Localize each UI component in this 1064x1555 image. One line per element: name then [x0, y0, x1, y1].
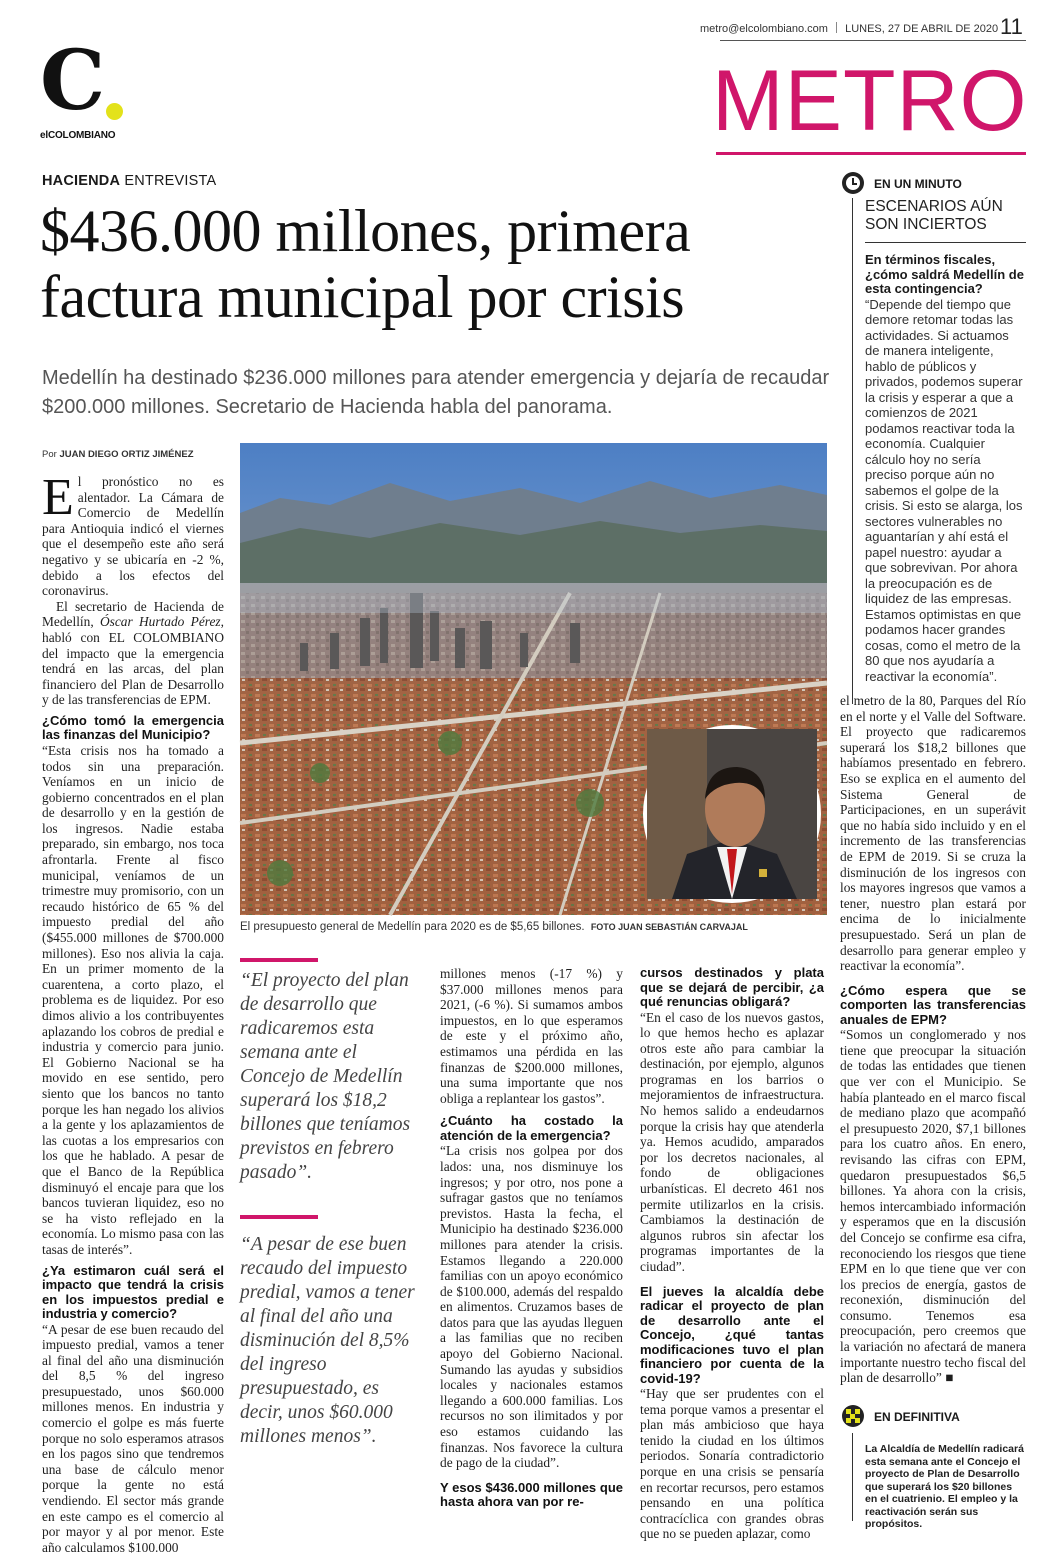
question-4-continued: cursos destinados y plata que se dejará de percibir, ¿a qué renuncias obligará? [640, 966, 824, 1010]
logo [40, 46, 150, 146]
sidebar-answer: “Depende del tiempo que demore retomar todas las actividades. Si actuamos de manera inteligente, hablo de públicos y privados, podemos superar la crisis y esperar a que a comienzos de 2021 podamos reactivar toda la economía. Cualquier cálculo hoy no sería preciso porque aún no sabemos el golpe de la crisis. Si esto se alarga, los sectores vulnerables no aguantarían y ahí está el papel nuestro: ayudar a que sobrevivan. Por ahora la preocupación es de liquidez de las empresas. Estamos optimistas en que podamos hacer grandes cosas, como el metro de la 80 que nos ayudaría a reactivar la economía”. [865, 297, 1026, 685]
official-portrait-image [647, 729, 817, 899]
question-1: ¿Cómo tomó la emergencia las finanzas del Municipio? [42, 714, 224, 743]
answer-5: “Hay que ser prudentes con el tema porque vamos a presentar el plan más ambicioso que haya tenido la ciudad en los últimos periodos. Sonaría contradictorio porque en una crisis se pensaría en recortar recursos, pero estamos pensando en una política contracíclica con grandes obras que no se pueden aplazar, como [640, 1386, 824, 1542]
question-5: El jueves la alcaldía debe radicar el proyecto de plan de desarrollo ante el Concejo, ¿qué tantas modificaciones tuvo el plan financiero por cuenta de la covid-19? [640, 1285, 824, 1387]
question-3: ¿Cuánto ha costado la atención de la emergencia? [440, 1114, 623, 1143]
quote-divider [240, 1215, 318, 1219]
intro-text-b: , habló con EL COLOMBIANO del impacto que la emergencia tendrá en las arcas, del plan financiero del Plan de Desarrollo y de las transferencias de EPM. [42, 614, 224, 707]
answer-2: “A pesar de ese buen recaudo del impuesto predial, vamos a tener al final del año una disminución del 8,5 % del ingreso presupuestado, unos $60.000 millones menos. En industria y comercio el golpe es más fuerte porque no solo esperamos atrasos en los pagos sino que tendremos una base de cálculo menor porque la gente no está vendiendo. El sector más grande en este campo es el comercio al por mayor y al por menor. Este año calculamos $100.000 [42, 1322, 224, 1555]
definitiva-text: La Alcaldía de Medellín radicará esta semana ante el Concejo el proyecto de Plan de Desarrollo que superará los $20 billones en el cuatrienio. El empleo y la reactivación serán sus propósitos. [865, 1443, 1026, 1531]
answer-3: “La crisis nos golpea por dos lados: una, nos disminuye los ingresos; y por otro, nos pone a sufragar gastos que no teníamos previstos. Hasta la fecha, el Municipio ha destinado $236.000 millones para atender la crisis. Estamos llegando a 220.000 familias con un apoyo económico de $100.000, además del respaldo en alimentos. Cruzamos bases de datos para que las ayudas lleguen a las familias que no reciben apoyo del Gobierno Nacional. Sumando las ayudas y subsidios locales y nacionales estamos llegando a 600.000 familias. Los recursos no son ilimitados y por eso estamos cuidando las finanzas. Nos favorece la cultura de pago de la ciudad”. [440, 1143, 623, 1470]
column-4 [640, 966, 824, 1546]
definitiva-label: EN DEFINITIVA [874, 1410, 960, 1424]
answer-4: “En el caso de los nuevos gastos, lo que hemos hecho es aplazar otros este año para cambiar la destinación, por ejemplo, algunos programas en los barrios o mejoramientos de infraestructura. No hemos salido a endeudarnos porque la crisis hay que atenderla ya. Hemos acudido, amparados por los decretos nacionales, al fondo de obligaciones urbanísticas. El decreto 461 nos permite utilizarlos en la crisis. Cambiamos la destinación de algunos rubros sin afectar los programas importantes de la ciudad”. [640, 1010, 824, 1275]
answer-6 [840, 1027, 1026, 1386]
question-4: Y esos $436.000 millones que hasta ahora van por re- [440, 1481, 623, 1510]
byline-prefix: Por [42, 449, 57, 460]
question-2: ¿Ya estimaron cuál será el impacto que tendrá la crisis en los impuestos predial e industria y comercio? [42, 1264, 224, 1322]
logo-brand: elCOLOMBIANO [40, 130, 115, 141]
intro-paragraph [42, 599, 224, 708]
definitiva-box [840, 1405, 1026, 1531]
quote-top-bar [240, 958, 318, 962]
page-title: $436.000 millones, primera factura municipal por crisis [40, 198, 820, 330]
logo-letter: C [40, 36, 105, 126]
section-rule [716, 152, 1026, 155]
official-name: Óscar Hurtado Pérez [100, 614, 221, 629]
photo-caption [240, 921, 830, 933]
definitiva-icon [842, 1405, 864, 1427]
kicker [42, 173, 216, 189]
lead-paragraph [42, 474, 224, 599]
sidebar-question: En términos fiscales, ¿cómo saldrá Medellín de esta contingencia? [865, 253, 1026, 297]
pull-quote-2: “A pesar de ese buen recaudo del impuesto predial, vamos a tener al final del año una disminución del 8,5% del ingreso presupuestado, es decir, unos $60.000 millones menos”. [240, 1233, 426, 1449]
answer-1: “Esta crisis nos ha tomado a todos sin una preparación. Veníamos en un inicio de gobierno concentrados en el plan de desarrollo y en la gestión de los ingresos. Nadie estaba preparado, sin embargo, nos toca afrontarla. Frente al fisco municipal, veníamos de un trimestre muy promisorio, con un recaudo histórico de 65 % del impuesto predial del año ($455.000 millones de $700.000 millones). Eso nos alivia la caja. En un primer momento de la cuarentena, a corto plazo, el problema es de liquidez. Por eso dimos alivio a los contribuyentes aplazando los cobros de predial e industria y comercio para junio. El Gobierno Nacional se ha movido en ese sentido, pero siento que los bancos no tanto porque les han negado los alivios a la gente y los aplazamientos de las cuotas a los empresarios con los que he hablado. A pesar de que el Banco de la República disminuyó el encaje para que los bancos tuvieran liquidez, eso no se ha visto reflejado en la economía. Lo mismo pasa con las tasas de interés”. [42, 743, 224, 1258]
byline-name: JUAN DIEGO ORTIZ JIMÉNEZ [59, 449, 193, 460]
main-photo [240, 443, 827, 915]
kicker-type: ENTREVISTA [124, 173, 216, 189]
section-title: METRO [712, 56, 1028, 146]
clock-icon [842, 172, 864, 194]
end-mark-icon: ■ [945, 1370, 953, 1385]
column-3 [440, 966, 623, 1546]
subtitle: Medellín ha destinado $236.000 millones para atender emergencia y dejaría de recaudar $200.000 millones. Secretario de Hacienda habla del panorama. [42, 364, 832, 422]
kicker-section: HACIENDA [42, 173, 120, 189]
sidebar-title: ESCENARIOS AÚN SON INCIERTOS [865, 198, 1026, 243]
answer-6-text: “Somos un conglomerado y nos tiene que preocupar la situación de todas las entidades que tienen que ver con el Municipio. Se había planteado en el marco fiscal de mediano plazo que acompañó el presupuesto 2020, $7,1 billones para los cuatro años. En enero, revisando las cifras con EPM, quedaron presupuestados $6,5 billones. Ya ahora con la crisis, hemos intercambiado información y esperamos que en la discusión del Concejo se confirme esa cifra, reconociendo los riesgos que tiene EPM en lo que tiene que ver con los precios de energía, gastos de reconexión, disminución del consumo. Tenemos esa preocupación, pero creemos que la variación no afectará de manera importante nuestro techo fiscal del plan de desarrollo” [840, 1027, 1026, 1385]
question-6: ¿Cómo espera que se comporten las transferencias anuales de EPM? [840, 984, 1026, 1028]
definitiva-vertical-rule [852, 1433, 853, 1521]
header-email[interactable]: metro@elcolombiano.com [700, 23, 828, 35]
lead-text: l pronóstico no es alentador. La Cámara de Comercio de Medellín para Antioquia indicó el viernes que el desempeño este año será negativo y se ubicaría en -2 %, debido a los efectos del coronavirus. [42, 474, 224, 598]
sidebar-minute [840, 172, 1026, 704]
photo-credit: FOTO JUAN SEBASTIÁN CARVAJAL [591, 922, 748, 932]
header-date: LUNES, 27 DE ABRIL DE 2020 [845, 23, 998, 35]
pull-quote-1: “El proyecto del plan de desarrollo que radicaremos esta semana ante el Concejo de Medellín superará los $18,2 billones que teníamos previstos en febrero pasado”. [240, 969, 426, 1185]
intro-text-a: El secretario de Hacienda de Medellín, [42, 599, 224, 630]
logo-dot-icon [106, 103, 123, 120]
pull-quotes [240, 955, 426, 1449]
header-meta [700, 22, 998, 35]
sidebar-label: EN UN MINUTO [874, 177, 962, 191]
page-number: 11 [1000, 14, 1023, 40]
column-5 [840, 693, 1026, 1388]
column-1 [42, 474, 224, 1544]
portrait-photo [643, 725, 821, 903]
byline [42, 449, 194, 460]
continuation-paragraph: millones menos (-17 %) y $37.000 millones menos para 2021, (-6 %). Si sumamos ambos impuestos, en lo que esperamos de este y el próximo año, estimamos una pérdida en las finanzas de $200.000 millones, una suma importante que nos obliga a replantear los gastos”. [440, 966, 623, 1106]
answer-5-continued: el metro de la 80, Parques del Río en el norte y el Valle del Software. El proyecto que radicaremos superará los $18,2 billones que habíamos presentado en febrero. Eso se explica en el aumento del Sistema General de Participaciones, en un superávit que no había sido incluido y en el incremento de las transferencias de EPM de 2019. Si se cruza la disminución de los ingresos con los mayores ingresos que vamos a tener, nuestro plan estará por encima de lo inicialmente presupuestado. Será un plan de desarrollo para generar empleo y reactivar la economía”. [840, 693, 1026, 974]
caption-text: El presupuesto general de Medellín para 2020 es de $5,65 billones. [240, 921, 585, 933]
header-rule [720, 40, 1026, 41]
drop-cap: E [42, 476, 74, 520]
sidebar-vertical-rule [852, 198, 853, 704]
